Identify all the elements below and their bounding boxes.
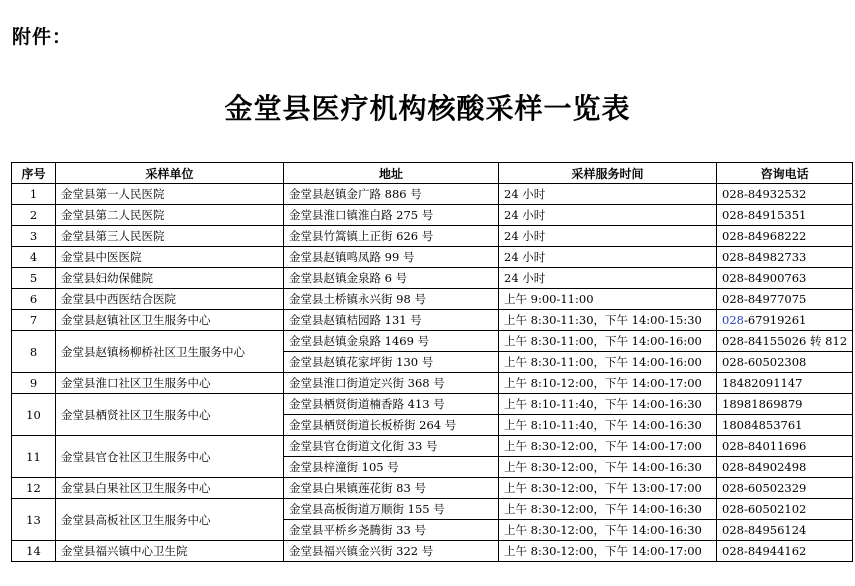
phone: 028-84900763 <box>717 268 853 289</box>
table-row <box>12 331 853 352</box>
phone: 028-84155026 转 812 <box>717 331 853 352</box>
phone: 028-60502308 <box>717 352 853 373</box>
row-number: 9 <box>12 373 56 394</box>
phone: 18981869879 <box>717 394 853 415</box>
service-time: 上午 8:10-11:40，下午 14:00-16:30 <box>499 415 717 436</box>
service-time: 上午 8:30-11:00，下午 14:00-16:00 <box>499 331 717 352</box>
sampling-unit: 金堂县福兴镇中心卫生院 <box>56 541 284 562</box>
service-time: 24 小时 <box>499 268 717 289</box>
address: 金堂县梓潼街 105 号 <box>284 457 499 478</box>
row-number: 6 <box>12 289 56 310</box>
sampling-table <box>11 162 853 562</box>
service-time: 上午 8:30-11:00，下午 14:00-16:00 <box>499 352 717 373</box>
address: 金堂县赵镇花家坪街 130 号 <box>284 352 499 373</box>
column-header-address: 地址 <box>284 163 499 184</box>
address: 金堂县竹篙镇上正街 626 号 <box>284 226 499 247</box>
phone: 028-60502102 <box>717 499 853 520</box>
phone: 18084853761 <box>717 415 853 436</box>
service-time: 上午 8:10-11:40，下午 14:00-16:30 <box>499 394 717 415</box>
sampling-unit: 金堂县淮口社区卫生服务中心 <box>56 373 284 394</box>
service-time: 上午 8:30-12:00，下午 14:00-16:30 <box>499 499 717 520</box>
address: 金堂县赵镇金泉路 6 号 <box>284 268 499 289</box>
service-time: 上午 8:30-11:30，下午 14:00-15:30 <box>499 310 717 331</box>
table-row <box>12 310 853 331</box>
address: 金堂县栖贤街道楠香路 413 号 <box>284 394 499 415</box>
phone: 028-84944162 <box>717 541 853 562</box>
table-row <box>12 184 853 205</box>
column-header-service-time: 采样服务时间 <box>499 163 717 184</box>
row-number: 7 <box>12 310 56 331</box>
service-time: 上午 8:30-12:00，下午 13:00-17:00 <box>499 478 717 499</box>
phone: 028-84956124 <box>717 520 853 541</box>
table-row <box>12 205 853 226</box>
address: 金堂县高板街道万顺街 155 号 <box>284 499 499 520</box>
phone-area-code-link[interactable]: 028 <box>722 313 744 327</box>
phone: 028-84011696 <box>717 436 853 457</box>
column-header-phone: 咨询电话 <box>717 163 853 184</box>
sampling-unit: 金堂县高板社区卫生服务中心 <box>56 499 284 541</box>
phone: 028-84982733 <box>717 247 853 268</box>
column-header-unit: 采样单位 <box>56 163 284 184</box>
address: 金堂县赵镇金泉路 1469 号 <box>284 331 499 352</box>
service-time: 上午 8:10-12:00，下午 14:00-17:00 <box>499 373 717 394</box>
row-number: 12 <box>12 478 56 499</box>
sampling-unit: 金堂县白果社区卫生服务中心 <box>56 478 284 499</box>
service-time: 上午 8:30-12:00，下午 14:00-16:30 <box>499 520 717 541</box>
address: 金堂县官仓街道文化街 33 号 <box>284 436 499 457</box>
sampling-unit: 金堂县妇幼保健院 <box>56 268 284 289</box>
address: 金堂县赵镇金广路 886 号 <box>284 184 499 205</box>
phone: 028-84932532 <box>717 184 853 205</box>
service-time: 24 小时 <box>499 226 717 247</box>
service-time: 24 小时 <box>499 247 717 268</box>
service-time: 上午 8:30-12:00，下午 14:00-17:00 <box>499 541 717 562</box>
service-time: 上午 8:30-12:00，下午 14:00-17:00 <box>499 436 717 457</box>
table-row <box>12 436 853 457</box>
service-time: 24 小时 <box>499 205 717 226</box>
table-header-row <box>12 163 853 184</box>
sampling-unit: 金堂县栖贤社区卫生服务中心 <box>56 394 284 436</box>
address: 金堂县淮口镇淮白路 275 号 <box>284 205 499 226</box>
table-row <box>12 373 853 394</box>
address: 金堂县福兴镇金兴街 322 号 <box>284 541 499 562</box>
sampling-unit: 金堂县中医医院 <box>56 247 284 268</box>
table-row <box>12 289 853 310</box>
table-row <box>12 478 853 499</box>
sampling-unit: 金堂县第一人民医院 <box>56 184 284 205</box>
row-number: 2 <box>12 205 56 226</box>
table-row <box>12 226 853 247</box>
address: 金堂县栖贤街道长板桥街 264 号 <box>284 415 499 436</box>
row-number: 3 <box>12 226 56 247</box>
phone: 028-84902498 <box>717 457 853 478</box>
address: 金堂县赵镇鸣凤路 99 号 <box>284 247 499 268</box>
table-row <box>12 268 853 289</box>
row-number: 5 <box>12 268 56 289</box>
table-row <box>12 247 853 268</box>
phone <box>717 310 853 331</box>
row-number: 10 <box>12 394 56 436</box>
table-row <box>12 541 853 562</box>
attachment-label: 附件： <box>12 26 73 48</box>
phone: 028-84915351 <box>717 205 853 226</box>
row-number: 8 <box>12 331 56 373</box>
sampling-unit: 金堂县赵镇社区卫生服务中心 <box>56 310 284 331</box>
row-number: 11 <box>12 436 56 478</box>
phone: 028-60502329 <box>717 478 853 499</box>
phone: 028-84968222 <box>717 226 853 247</box>
address: 金堂县赵镇桔园路 131 号 <box>284 310 499 331</box>
table-row <box>12 499 853 520</box>
table-row <box>12 394 853 415</box>
phone: 028-84977075 <box>717 289 853 310</box>
service-time: 上午 9:00-11:00 <box>499 289 717 310</box>
address: 金堂县平桥乡尧腾街 33 号 <box>284 520 499 541</box>
row-number: 1 <box>12 184 56 205</box>
sampling-unit: 金堂县赵镇杨柳桥社区卫生服务中心 <box>56 331 284 373</box>
row-number: 13 <box>12 499 56 541</box>
document-title: 金堂县医疗机构核酸采样一览表 <box>224 92 631 125</box>
phone: 18482091147 <box>717 373 853 394</box>
row-number: 14 <box>12 541 56 562</box>
address: 金堂县土桥镇永兴街 98 号 <box>284 289 499 310</box>
address: 金堂县白果镇莲花街 83 号 <box>284 478 499 499</box>
row-number: 4 <box>12 247 56 268</box>
column-header-no: 序号 <box>12 163 56 184</box>
phone-number-rest: -67919261 <box>743 313 807 327</box>
address: 金堂县淮口街道定兴街 368 号 <box>284 373 499 394</box>
sampling-unit: 金堂县第二人民医院 <box>56 205 284 226</box>
sampling-unit: 金堂县官仓社区卫生服务中心 <box>56 436 284 478</box>
sampling-unit: 金堂县中西医结合医院 <box>56 289 284 310</box>
service-time: 24 小时 <box>499 184 717 205</box>
service-time: 上午 8:30-12:00，下午 14:00-16:30 <box>499 457 717 478</box>
sampling-unit: 金堂县第三人民医院 <box>56 226 284 247</box>
